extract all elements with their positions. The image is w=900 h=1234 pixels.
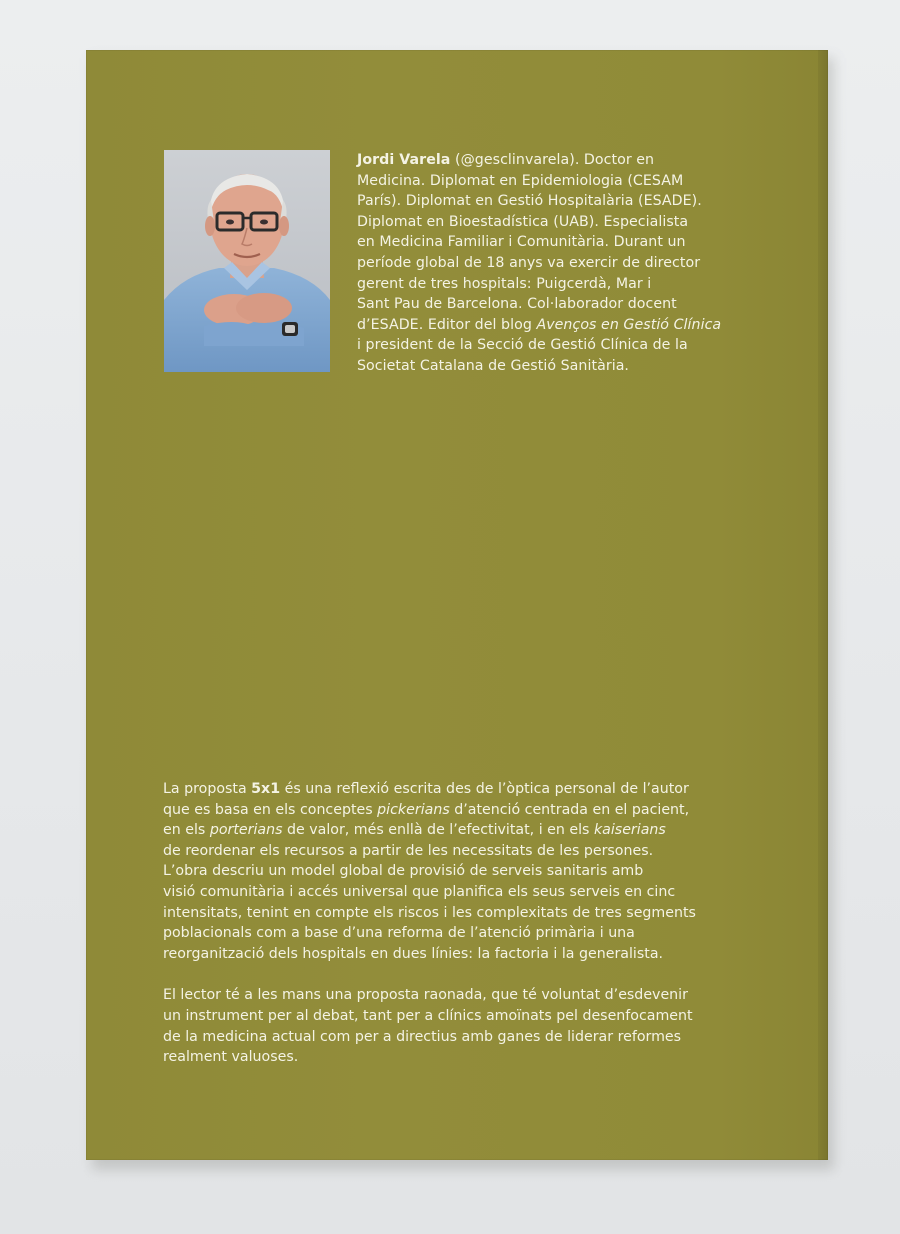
- blurb-line: El lector té a les mans una proposta raonada, que té voluntat d’esdevenir: [163, 987, 688, 1004]
- blurb-line: realment valuoses.: [163, 1049, 299, 1066]
- bio-line-4: Diplomat en Bioestadística (UAB). Especialista: [357, 213, 689, 230]
- blurb-text: que es basa en els conceptes: [163, 801, 378, 818]
- author-bio: [357, 150, 777, 377]
- blurb-line: poblacionals com a base d’una reforma de l’atenció primària i una: [163, 925, 635, 942]
- bio-text: d’ESADE. Editor del blog: [357, 316, 537, 333]
- blurb-line: intensitats, tenint en compte els riscos i les complexitats de tres segments: [163, 904, 696, 921]
- spine-edge: [818, 50, 828, 1160]
- bio-text: (@gesclinvarela). Doctor en: [450, 152, 655, 168]
- blurb-line: reorganització dels hospitals en dues línies: la factoria i la generalista.: [163, 945, 664, 962]
- bio-line-10: i president de la Secció de Gestió Clínica de la: [357, 337, 688, 354]
- book-blurb: [163, 779, 763, 1068]
- bio-line-3: París). Diplomat en Gestió Hospitalària (ESADE).: [357, 193, 702, 210]
- bio-line-8: Sant Pau de Barcelona. Col·laborador docent: [357, 296, 677, 313]
- bio-line-11: Societat Catalana de Gestió Sanitària.: [357, 357, 629, 374]
- book-title-5x1: 5x1: [251, 781, 281, 797]
- blog-title: Avenços en Gestió Clínica: [536, 316, 722, 333]
- bio-line-7: gerent de tres hospitals: Puigcerdà, Mar i: [357, 275, 652, 292]
- blurb-line: visió comunitària i accés universal que planifica els seus serveis en cinc: [163, 883, 676, 900]
- blurb-italic: kaiserians: [593, 822, 666, 839]
- blurb-line: [163, 779, 763, 800]
- blurb-line: de la medicina actual com per a directius amb ganes de liderar reformes: [163, 1028, 682, 1045]
- blurb-italic: porterians: [209, 822, 283, 839]
- bio-line-6: període global de 18 anys va exercir de director: [357, 254, 701, 271]
- bio-line-2: Medicina. Diplomat en Epidemiologia (CESAM: [357, 172, 684, 189]
- blurb-text: de valor, més enllà de l’efectivitat, i en els: [282, 822, 594, 839]
- blurb-line: L’obra descriu un model global de provisió de serveis sanitaris amb: [163, 863, 644, 880]
- blurb-paragraph-2: [163, 985, 763, 1067]
- bio-line-1: [357, 150, 777, 171]
- blurb-text: en els: [163, 822, 210, 839]
- book-back-cover: [86, 50, 828, 1160]
- blurb-line: un instrument per al debat, tant per a clínics amoïnats pel desenfocament: [163, 1007, 693, 1024]
- blurb-line: de reordenar els recursos a partir de les necessitats de les persones.: [163, 842, 654, 859]
- bio-line-5: en Medicina Familiar i Comunitària. Durant un: [357, 234, 686, 251]
- author-name: Jordi Varela: [357, 152, 451, 168]
- blurb-italic: pickerians: [377, 801, 450, 818]
- author-photo: [164, 150, 330, 372]
- blurb-text: és una reflexió escrita des de l’òptica personal de l’autor: [280, 781, 689, 797]
- blurb-text: d’atenció centrada en el pacient,: [449, 801, 690, 818]
- blurb-text: La proposta: [163, 781, 252, 797]
- blurb-line: [163, 800, 763, 821]
- bio-line-9: [357, 315, 777, 336]
- blurb-line: [163, 820, 763, 841]
